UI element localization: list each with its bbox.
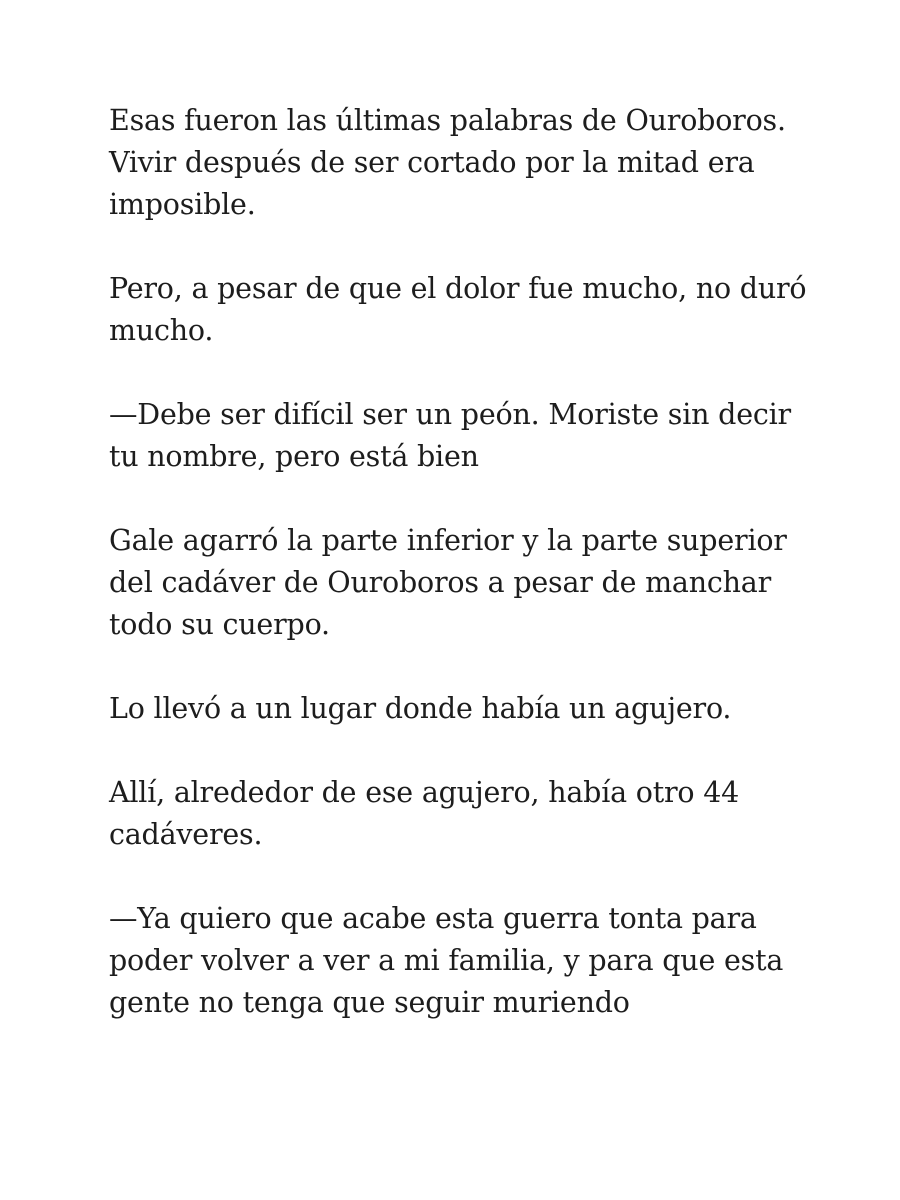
paragraph-2: Pero, a pesar de que el dolor fue mucho, no duró mucho.: [109, 272, 807, 347]
paragraph-1: Esas fueron las últimas palabras de Ouroboros. Vivir después de ser cortado por la mitad era imposible.: [109, 104, 786, 221]
document-body: [109, 100, 809, 1066]
paragraph-3: —Debe ser difícil ser un peón. Moriste sin decir tu nombre, pero está bien: [109, 398, 791, 473]
paragraph-4: Gale agarró la parte inferior y la parte superior del cadáver de Ouroboros a pesar de manchar todo su cuerpo.: [109, 524, 787, 641]
paragraph-7: —Ya quiero que acabe esta guerra tonta para poder volver a ver a mi familia, y para que esta gente no tenga que seguir muriendo: [109, 902, 784, 1019]
paragraph-5: Lo llevó a un lugar donde había un agujero.: [109, 692, 732, 725]
paragraph-6: Allí, alrededor de ese agujero, había otro 44 cadáveres.: [109, 776, 740, 851]
